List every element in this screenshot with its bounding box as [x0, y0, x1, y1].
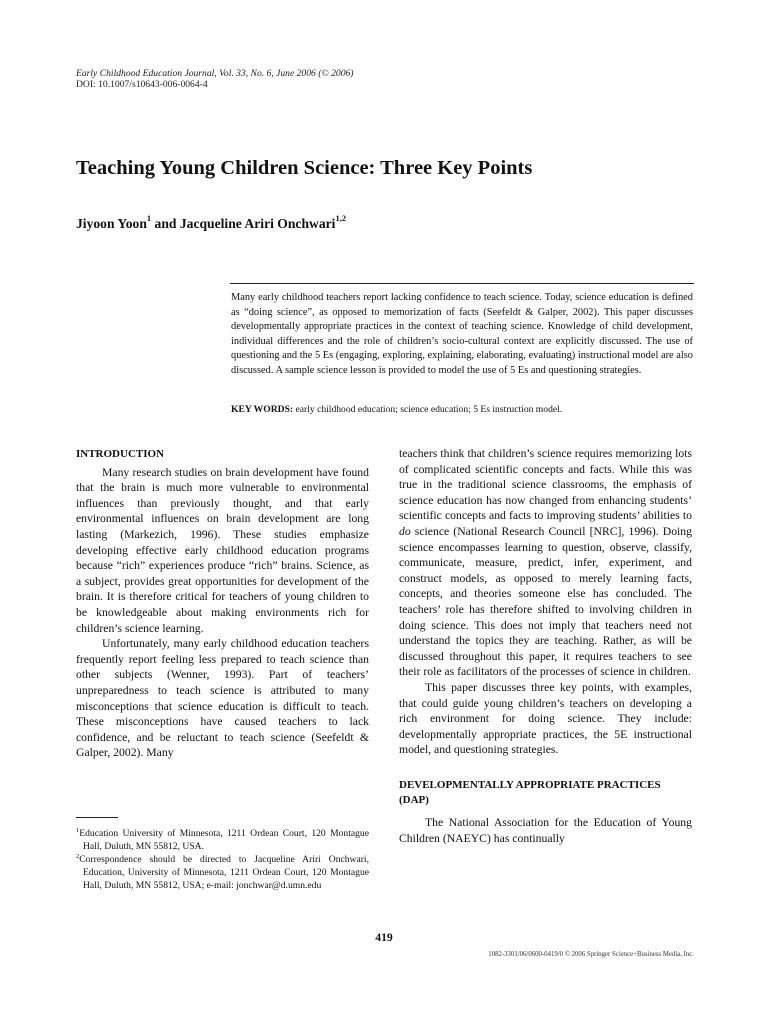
author-connector: and — [151, 216, 180, 231]
section-heading-dap: DEVELOPMENTALLY APPROPRIATE PRACTICES (DAP) — [399, 778, 661, 807]
footnote-text: Correspondence should be directed to Jacqueline Ariri Onchwari, Education, University of Minnesota, 1211 Ordean Court, 120 Montague Hall, Duluth, MN 55812, USA; e-mail: jonchwar@d.umn.edu — [79, 854, 369, 891]
affiliation-marker: 1 — [146, 213, 152, 224]
footnote-marker: 2 — [76, 852, 80, 860]
body-paragraph: Unfortunately, many early childhood education teachers frequently report feeling less prepared to teach science than other subjects (Wenner, 1993). Part of teachers’ unpreparedness to teach science is attributed to many misconceptions that science education is difficult to teach. These misconceptions have caused teachers to lack confidence, and be reluctant to teach science (Seefeldt & Galper, 2002). Many — [76, 637, 369, 760]
author-name: Jacqueline Ariri Onchwari — [179, 216, 336, 231]
body-paragraph: The National Association for the Education of Young Children (NAEYC) has continually — [399, 816, 692, 845]
abstract-divider — [230, 283, 694, 284]
left-column — [76, 447, 369, 761]
footnote — [76, 853, 369, 892]
body-text: teachers think that children’s science requires memorizing lots of complicated scientific concepts and facts. While this was true in the traditional science classrooms, the emphasis of science education has now changed from enhancing students’ scientific concepts and facts to improving students’ abilities to — [399, 447, 692, 523]
body-text: science (National Research Council [NRC], 1996). Doing science encompasses learning to question, observe, classify, communicate, measure, predict, infer, experiment, and construct models, as opposed to merely learning facts, concepts, and theories someone else has concluded. The teachers’ role has therefore shifted to involving children in doing science. This does not imply that teachers need not understand the topics they are teaching. Rather, as will be discussed throughout this paper, it requires teachers to see their role as facilitators of the processes of science in children. — [399, 524, 692, 679]
footnote — [76, 827, 369, 853]
body-paragraph: Many research studies on brain development have found that the brain is much more vulnerable to environmental influences than previously thought, and that early environmental influences on brain development are long lasting (Markezich, 1996). These studies emphasize developing effective early childhood education programs because “rich” experiences produce “rich” brains. Science, as a subject, provides great opportunities for development of the brain. It is therefore critical for teachers of young children to be knowledgeable about making environments rich for children’s science learning. — [76, 465, 369, 635]
author-line — [76, 214, 716, 234]
emphasis-text: do — [399, 524, 411, 538]
footnote-text: Education University of Minnesota, 1211 Ordean Court, 120 Montague Hall, Duluth, MN 55812, USA. — [79, 828, 369, 852]
affiliation-marker: 1,2 — [335, 213, 347, 224]
article-title: Teaching Young Children Science: Three Key Points — [76, 157, 533, 179]
keywords-text: early childhood education; science education; 5 Es instruction model. — [293, 404, 563, 415]
right-column — [399, 446, 692, 846]
abstract: Many early childhood teachers report lacking confidence to teach science. Today, science education is defined as “doing science”, as opposed to memorization of facts (Seefeldt & Galper, 2002). This paper discusses developmentally appropriate practices in the context of teaching science. Knowledge of child development, individual differences and the role of children’s socio-cultural context are explicitly discussed. The use of questioning and the 5 Es (engaging, exploring, explaining, elaborating, evaluating) instructional model are also discussed. A sample science lesson is provided to model the use of 5 Es and questioning strategies. — [231, 292, 693, 376]
doi-line: DOI: 10.1007/s10643-006-0064-4 — [76, 79, 208, 90]
copyright-line: 1082-3301/06/0600-0419/0 © 2006 Springer Science+Business Media, Inc. — [488, 951, 694, 958]
footnote-divider — [76, 817, 118, 818]
keywords-label: KEY WORDS: — [231, 404, 294, 415]
keywords — [231, 403, 693, 416]
journal-citation: Early Childhood Education Journal, Vol. 33, No. 6, June 2006 (© 2006) — [76, 68, 354, 79]
footnote-marker: 1 — [76, 826, 80, 834]
author-name: Jiyoon Yoon — [76, 216, 147, 231]
body-paragraph — [399, 446, 692, 680]
section-heading-introduction: INTRODUCTION — [76, 448, 165, 460]
page-number: 419 — [375, 931, 393, 944]
body-paragraph: This paper discusses three key points, with examples, that could guide young children’s teachers on developing a rich environment for doing science. They include: developmentally appropriate practices, the 5E instructional model, and questioning strategies. — [399, 680, 692, 757]
footnotes — [76, 827, 369, 892]
